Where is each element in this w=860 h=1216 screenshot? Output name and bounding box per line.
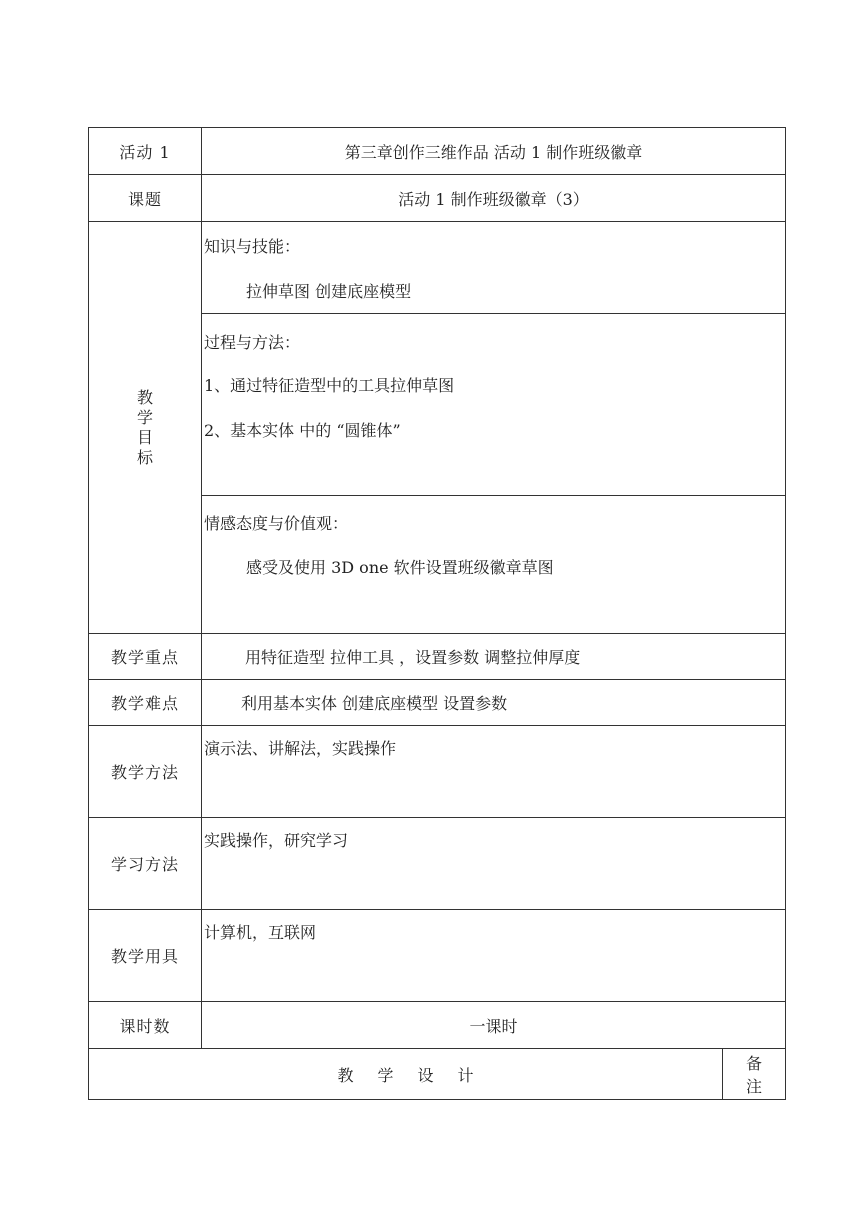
process-heading: 过程与方法： — [204, 333, 301, 352]
learning-method-label: 学习方法 — [89, 818, 202, 910]
topic-value: 活动 1 制作班级徽章（3） — [202, 175, 786, 222]
lesson-plan-table — [88, 127, 786, 1100]
knowledge-content: 拉伸草图 创建底座模型 — [246, 282, 412, 301]
design-header-row — [89, 1049, 786, 1100]
key-point-value: 用特征造型 拉伸工具 ，设置参数 调整拉伸厚度 — [202, 634, 786, 680]
process-section — [202, 314, 785, 496]
design-char-4: 计 — [457, 1065, 474, 1085]
emotion-section — [202, 496, 785, 632]
knowledge-heading: 知识与技能： — [204, 237, 301, 256]
remark-char-2: 注 — [746, 1077, 763, 1096]
difficulty-row — [89, 680, 786, 726]
tools-value: 计算机，互联网 — [202, 910, 786, 1002]
knowledge-section — [202, 222, 785, 314]
topic-row — [89, 175, 786, 222]
periods-value: 一课时 — [202, 1002, 786, 1049]
activity-row — [89, 128, 786, 175]
design-char-3: 设 — [417, 1065, 434, 1085]
periods-row — [89, 1002, 786, 1049]
process-item-2: 2、基本实体 中的 “圆锥体” — [204, 421, 401, 440]
teaching-method-value: 演示法、讲解法，实践操作 — [202, 726, 786, 818]
tools-label: 教学用具 — [89, 910, 202, 1002]
difficulty-value: 利用基本实体 创建底座模型 设置参数 — [202, 680, 786, 726]
process-item-1: 1、通过特征造型中的工具拉伸草图 — [204, 376, 455, 395]
teaching-method-row — [89, 726, 786, 818]
design-char-2: 学 — [377, 1065, 394, 1085]
teaching-design-heading — [89, 1049, 723, 1100]
objectives-label-text: 教学目标 — [136, 387, 153, 467]
learning-method-value: 实践操作，研究学习 — [202, 818, 786, 910]
objectives-row — [89, 222, 786, 634]
key-point-row — [89, 634, 786, 680]
remark-char-1: 备 — [746, 1054, 763, 1073]
difficulty-label: 教学难点 — [89, 680, 202, 726]
objectives-content — [202, 222, 786, 634]
periods-label: 课时数 — [89, 1002, 202, 1049]
topic-label: 课题 — [89, 175, 202, 222]
teaching-method-label: 教学方法 — [89, 726, 202, 818]
objectives-label — [89, 222, 202, 634]
emotion-heading: 情感态度与价值观： — [204, 514, 349, 533]
activity-value: 第三章创作三维作品 活动 1 制作班级徽章 — [202, 128, 786, 175]
emotion-content: 感受及使用 3D one 软件设置班级徽章草图 — [246, 558, 554, 577]
learning-method-row — [89, 818, 786, 910]
design-char-1: 教 — [337, 1065, 354, 1085]
remark-heading — [723, 1049, 786, 1100]
key-point-label: 教学重点 — [89, 634, 202, 680]
activity-label: 活动 1 — [89, 128, 202, 175]
tools-row — [89, 910, 786, 1002]
